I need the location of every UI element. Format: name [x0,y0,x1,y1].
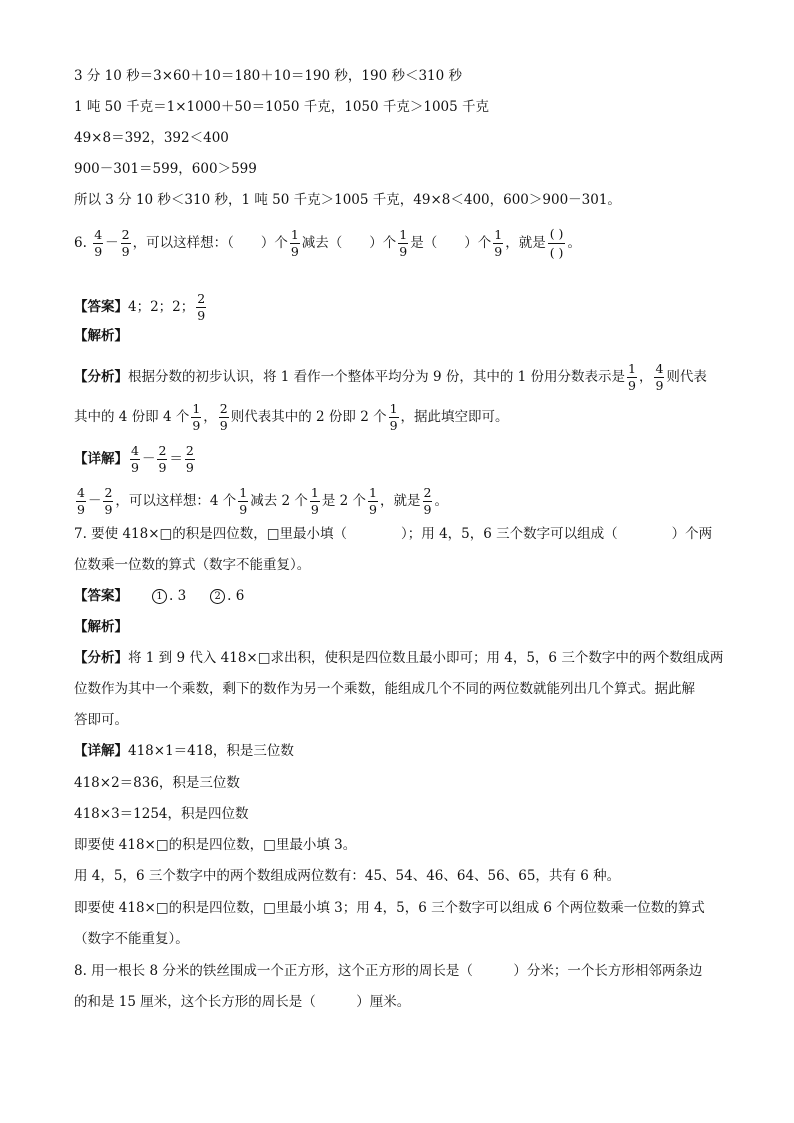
analysis-label: 【解析】 [74,328,128,344]
text: ， [203,409,217,425]
question-6 [74,226,581,261]
detail-line: 即要使 418×□的积是四位数，□里最小填 3。 [74,837,357,853]
text-line: 所以 3 分 10 秒＜310 秒，1 吨 50 千克＞1005 千克，49×8＜400，600＞900－301。 [74,192,621,208]
text: 其中的 4 份即 4 个 [74,409,190,425]
analysis-line [74,402,509,433]
text: ，就是 [505,235,546,251]
analysis-line: 位数作为其中一个乘数，剩下的数作为另一个乘数，能组成几个不同的两位数就能列出几个算式。据此解 [74,681,695,697]
circled-number-2: 2 [210,589,225,604]
text: 则代表其中的 2 份即 2 个 [230,409,387,425]
circled-number-1: 1 [152,589,167,604]
analysis-label: 【解析】 [74,619,128,635]
text: ，据此填空即可。 [400,409,509,425]
text: ， [638,369,653,385]
fraction: $\frac{1}{9}$ [192,401,201,433]
text-line: 3 分 10 秒＝3×60＋10＝180＋10＝190 秒，190 秒＜310 秒 [74,68,463,84]
text-line: 900－301＝599，600＞599 [74,161,257,177]
analysis-line [74,648,723,668]
fraction: $\frac{2}{9}$ [197,291,206,323]
fenxi-label: 【分析】 [74,369,128,385]
answer-line [74,586,244,606]
text: 则代表 [666,369,707,385]
answer-1: . 3 [169,588,187,604]
text: ，就是 [380,493,421,509]
text: 。 [434,493,448,509]
operator: － [87,493,102,509]
question-8-cont: 的和是 15 厘米，这个长方形的周长是（ ）厘米。 [74,994,411,1010]
detail-line: （数字不能重复）。 [74,931,189,947]
text: 根据分数的初步认识，将 1 看作一个整体平均分为 9 份，其中的 1 份用分数表示是 [128,369,626,385]
fraction: $\frac{1}{9}$ [494,227,503,259]
detail-line: 用 4，5，6 三个数字中的两个数组成两位数有：45、54、46、64、56、65，共有 6 种。 [74,868,621,884]
answer-label: 【答案】 [74,299,128,315]
text-line: 1 吨 50 千克＝1×1000＋50＝1050 千克，1050 千克＞1005 千克 [74,99,490,115]
question-7-cont: 位数乘一位数的算式（数字不能重复）。 [74,557,311,573]
answer-2: . 6 [227,588,245,604]
analysis-line [74,362,707,393]
fenxi-label: 【分析】 [74,650,128,666]
blank-fraction: $\frac{( )}{( )}$ [549,226,564,260]
fraction: $\frac{4}{9}$ [94,227,103,259]
detail-line: 即要使 418×□的积是四位数，□里最小填 3；用 4，5，6 三个数字可以组成 6 个两位数乘一位数的算式 [74,900,705,916]
text: ，可以这样想：（ ）个 [132,235,288,251]
question-8: 8. 用一根长 8 分米的铁丝围成一个正方形，这个正方形的周长是（ ）分米；一个长方形相邻两条边 [74,963,703,979]
fraction: $\frac{2}{9}$ [121,227,130,259]
question-number: 6. [74,235,87,251]
answer-text: 4；2；2； [128,299,195,315]
xiangjie-label: 【详解】 [74,743,128,759]
detail-line [74,486,448,517]
detail-line: 418×2＝836，积是三位数 [74,775,240,791]
fraction: $\frac{2}{9}$ [423,485,432,517]
fraction: $\frac{1}{9}$ [239,485,248,517]
fraction: $\frac{2}{9}$ [158,443,167,475]
answer-line [74,292,208,323]
answer-label: 【答案】 [74,588,128,604]
text: 减去（ ）个 [301,235,397,251]
text: 是 2 个 [321,493,367,509]
detail-line [74,444,197,475]
text: 。 [567,235,581,251]
fraction: $\frac{2}{9}$ [104,485,113,517]
xiangjie-label: 【详解】 [74,451,128,467]
operator: － [105,235,119,251]
analysis-line: 答即可。 [74,712,128,728]
text: 418×1＝418，积是三位数 [128,743,294,759]
text-line: 49×8＝392，392＜400 [74,130,229,146]
fraction: $\frac{4}{9}$ [131,443,139,475]
fraction: $\frac{1}{9}$ [399,227,408,259]
fraction: $\frac{1}{9}$ [628,361,636,393]
fraction: $\frac{4}{9}$ [77,485,85,517]
fraction: $\frac{1}{9}$ [310,485,319,517]
detail-line: 418×3＝1254，积是四位数 [74,806,249,822]
text: 将 1 到 9 代入 418×□求出积，使积是四位数且最小即可；用 4，5，6 三个数字中的两个数组成两 [128,650,724,666]
fraction: $\frac{4}{9}$ [655,361,664,393]
fraction: $\frac{1}{9}$ [389,401,398,433]
fraction: $\frac{1}{9}$ [290,227,299,259]
fraction: $\frac{2}{9}$ [219,401,228,433]
operator: ＝ [169,451,183,467]
text: ，可以这样想：4 个 [115,493,237,509]
detail-line [74,741,294,761]
operator: － [141,451,156,467]
question-7: 7. 要使 418×□的积是四位数，□里最小填（ ）；用 4，5，6 三个数字可以组成（ ）个两 [74,526,713,542]
text: 减去 2 个 [250,493,308,509]
fraction: $\frac{2}{9}$ [185,443,194,475]
fraction: $\frac{1}{9}$ [369,485,377,517]
text: 是（ ）个 [410,235,492,251]
